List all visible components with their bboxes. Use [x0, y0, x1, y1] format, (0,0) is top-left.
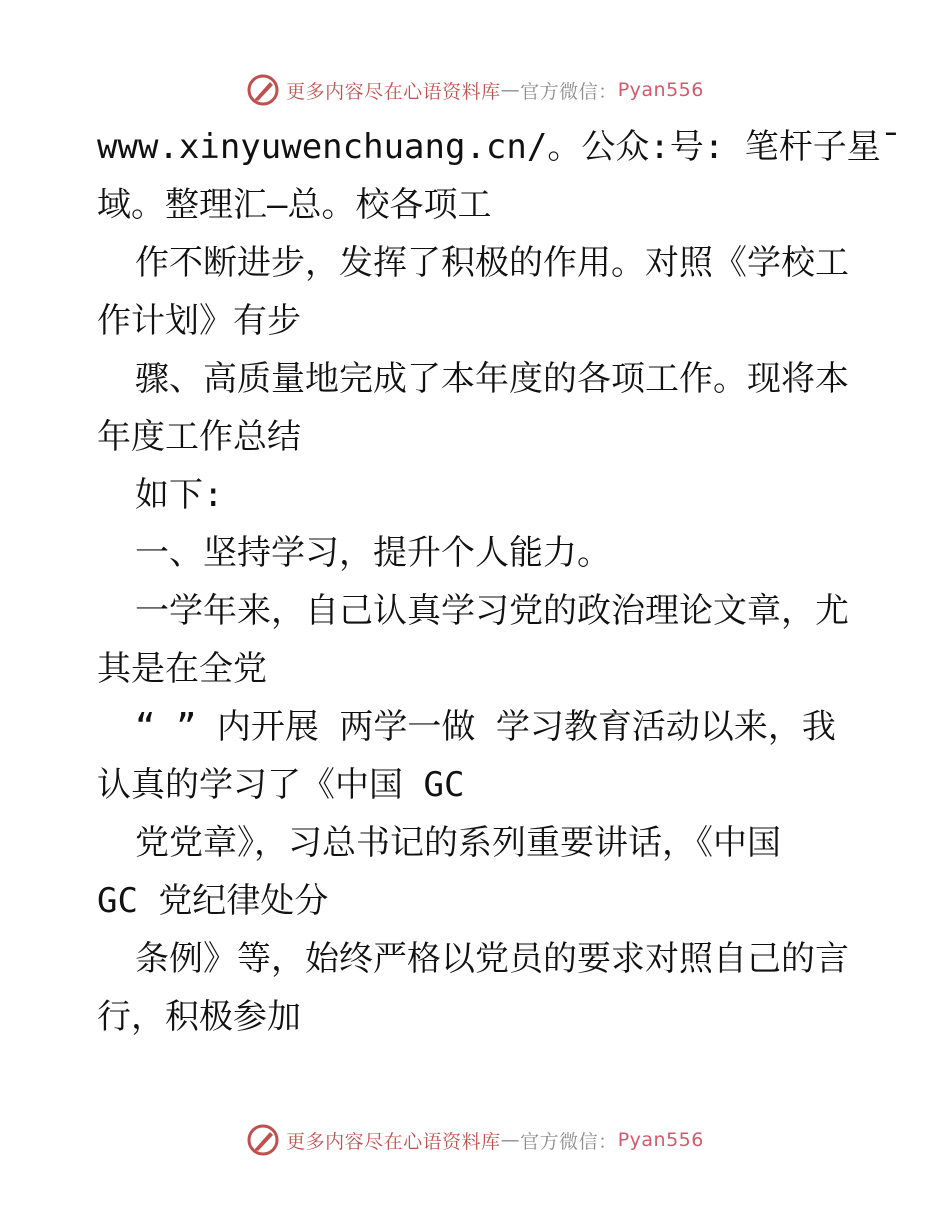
text-line: GC 党纪律处分 — [97, 881, 329, 921]
text-line: 认真的学习了《中国 GC — [97, 765, 465, 805]
text-line: www.xinyuwenchuang.cn/。公众:号: 笔杆子星¯ — [97, 127, 902, 167]
watermark-main-text: 更多内容尽在心语资料库 — [286, 1130, 501, 1153]
watermark-wechat-id: Pyan556 — [617, 79, 704, 101]
watermark-official-text: 官方微信： — [520, 80, 618, 103]
text-line: 作计划》有步 — [97, 301, 301, 341]
section-heading: 一、坚持学习，提升个人能力。 — [135, 533, 611, 573]
quill-pen-logo-icon — [246, 73, 280, 107]
watermark-wechat-id: Pyan556 — [617, 1129, 704, 1151]
watermark-official-text: 官方微信： — [520, 1130, 618, 1153]
text-line: 如下: — [135, 475, 224, 515]
document-body — [97, 118, 902, 1046]
text-line: 行，积极参加 — [97, 997, 301, 1037]
watermark-dash: — — [500, 1129, 521, 1151]
text-line: “ ” 内开展 两学一做 学习教育活动以来，我 — [135, 707, 836, 747]
header-watermark — [0, 70, 950, 110]
text-line: 骤、高质量地完成了本年度的各项工作。现将本 — [135, 359, 849, 399]
text-line: 一学年来，自己认真学习党的政治理论文章，尤 — [135, 591, 849, 631]
text-line: 条例》等，始终严格以党员的要求对照自己的言 — [135, 939, 849, 979]
text-line: 作不断进步，发挥了积极的作用。对照《学校工 — [135, 243, 849, 283]
text-line: 年度工作总结 — [97, 417, 301, 457]
quill-pen-logo-icon — [246, 1123, 280, 1157]
watermark-dash: — — [500, 79, 521, 101]
watermark-main-text: 更多内容尽在心语资料库 — [286, 80, 501, 103]
footer-watermark — [0, 1120, 950, 1160]
text-line: 域。整理汇—总。校各项工 — [97, 185, 492, 225]
text-line: 其是在全党 — [97, 649, 267, 689]
text-line: 党党章》，习总书记的系列重要讲话，《中国 — [135, 823, 781, 863]
